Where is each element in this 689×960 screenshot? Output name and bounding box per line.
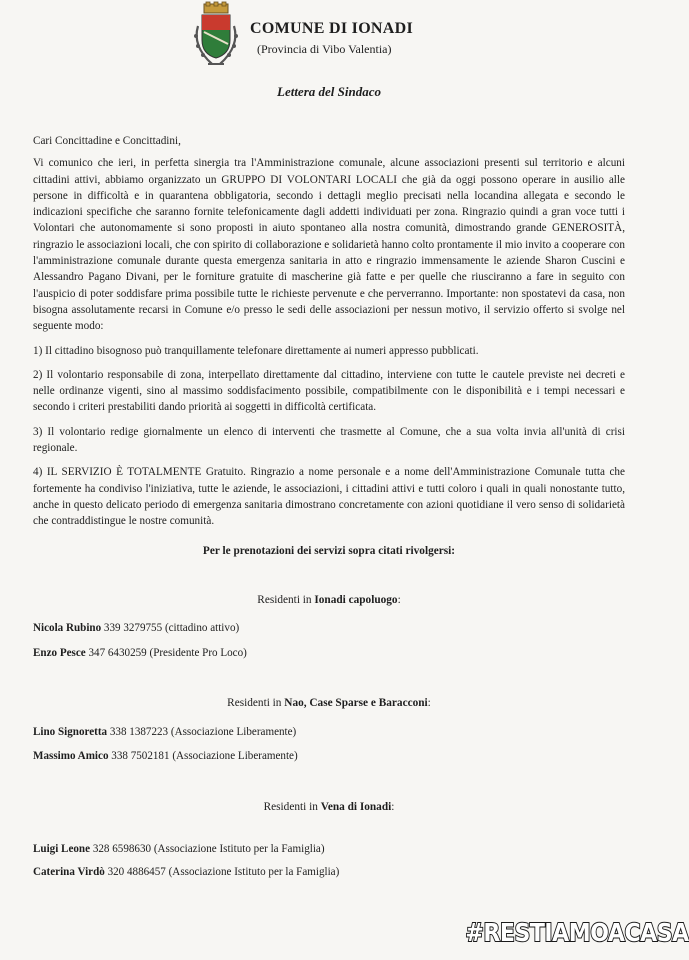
paragraph-step-1: 1) Il cittadino bisognoso può tranquillamente telefonare direttamente ai numeri appresso pubblicati. bbox=[33, 344, 479, 357]
contact-role: (Associazione Istituto per la Famiglia) bbox=[168, 866, 340, 878]
contact-row bbox=[33, 866, 339, 878]
contact-phone[interactable]: 339 3279755 bbox=[103, 622, 163, 634]
contact-row bbox=[33, 726, 296, 738]
paragraph-step-3: 3) Il volontario redige giornalmente un elenco di interventi che trasmette al Comune, che a sua volta invia all'unità di crisi regionale. bbox=[33, 425, 625, 455]
contact-role: (cittadino attivo) bbox=[164, 622, 240, 634]
group-prefix: Residenti in bbox=[257, 594, 315, 606]
contact-name: Lino Signoretta bbox=[33, 726, 108, 738]
paragraph-step-2: 2) Il volontario responsabile di zona, interpellato direttamente dal cittadino, interviene con tutte le cautele previste nei decreti e nelle ordinanze vigenti, sino al massimo soddisfacimento possibile, compatibilmente con le disponibilità e i tempi necessari e secondo i criteri prestabiliti dando priorità ai soggetti in difficoltà certificata. bbox=[33, 368, 625, 414]
letterhead bbox=[190, 2, 530, 72]
salutation: Cari Concittadine e Concittadini, bbox=[33, 135, 181, 147]
contact-name: Luigi Leone bbox=[33, 843, 91, 855]
paragraph-step-4: 4) IL SERVIZIO È TOTALMENTE Gratuito. Ringrazio a nome personale e a nome dell'Amministrazione Comunale tutta che fortemente ha condiviso l'iniziativa, tutte le aziende, le associazioni, i cittadini attivi e tutti coloro i quali in quali nonostante tutto, anche in questo delicato periodo di emergenza sanitaria dimostrano concretamente con azioni quotidiane il vero senso di solidarietà che contraddistingue le nostre comunità. bbox=[33, 466, 625, 528]
contact-row bbox=[33, 843, 325, 855]
contact-row bbox=[33, 750, 298, 762]
group-title-ionadi-capoluogo bbox=[0, 594, 658, 606]
group-suffix: : bbox=[427, 697, 431, 709]
group-prefix: Residenti in bbox=[263, 801, 321, 813]
group-suffix: : bbox=[397, 594, 401, 606]
group-place: Vena di Ionadi bbox=[320, 801, 392, 813]
contact-phone[interactable]: 338 7502181 bbox=[111, 750, 170, 762]
group-title-nao bbox=[0, 697, 658, 709]
contact-name: Caterina Virdò bbox=[33, 866, 105, 878]
group-prefix: Residenti in bbox=[227, 697, 285, 709]
comune-name: COMUNE DI IONADI bbox=[250, 20, 414, 37]
municipal-crest-icon bbox=[190, 2, 242, 70]
contact-name: Massimo Amico bbox=[33, 750, 109, 762]
group-place: Nao, Case Sparse e Baracconi bbox=[284, 697, 428, 709]
contact-phone[interactable]: 347 6430259 bbox=[88, 647, 147, 659]
provincia-name: (Provincia di Vibo Valentia) bbox=[257, 42, 392, 56]
group-place: Ionadi capoluogo bbox=[314, 594, 398, 606]
contact-role: (Presidente Pro Loco) bbox=[149, 647, 247, 659]
contact-name: Nicola Rubino bbox=[33, 622, 102, 634]
contact-phone[interactable]: 328 6598630 bbox=[92, 843, 152, 855]
contact-role: (Associazione Liberamente) bbox=[170, 726, 297, 738]
contact-phone[interactable]: 320 4886457 bbox=[107, 866, 166, 878]
booking-heading: Per le prenotazioni dei servizi sopra citati rivolgersi: bbox=[202, 545, 456, 557]
group-title-vena-di-ionadi bbox=[0, 801, 658, 813]
contact-phone[interactable]: 338 1387223 bbox=[109, 726, 169, 738]
group-suffix: : bbox=[391, 801, 395, 813]
hashtag-restiamoacasa: #RESTIAMOACASA bbox=[465, 918, 689, 947]
contact-name: Enzo Pesce bbox=[33, 647, 86, 659]
contact-row bbox=[33, 622, 239, 634]
paragraph-intro: Vi comunico che ieri, in perfetta sinergia tra l'Amministrazione comunale, alcune associazioni presenti sul territorio e alcuni cittadini attivi, abbiamo organizzato un GRUPPO DI VOLONTARI LOCALI che già da oggi possono operare in ausilio alle persone in difficoltà e in quarantena obbligatoria, secondo i dettagli meglio precisati nella locandina allegata e secondo le indicazioni specifiche che saranno fornite telefonicamente dagli addetti individuati per zona. Ringrazio quindi a gran voce tutti i Volontari che autonomamente si sono proposti in aiuto spontaneo alla nostra comunità, dimostrando grande GENEROSITÀ, ringrazio le associazioni locali, che con spirito di collaborazione e solidarietà hanno colto prontamente il mio invito a cooperare con l'amministrazione comunale durante questa emergenza sanitaria in atto e ringrazio immensamente le aziende Sharon Cuscini e Alessandro Pagano Divani, per le forniture gratuite di mascherine già fatte e per quelle che riusciranno a fare in seguito con l'auspicio di poter soddisfare prima possibile tutte le richieste pervenute e che perverranno. Importante: non spostatevi da casa, non bisogna assolutamente recarsi in Comune e/o presso le sedi delle associazioni per nessun motivo, il servizio offerto si svolge nel seguente modo: bbox=[33, 157, 625, 333]
letter-body bbox=[33, 133, 625, 538]
contact-role: (Associazione Liberamente) bbox=[172, 750, 298, 762]
contact-row bbox=[33, 647, 247, 659]
contact-role: (Associazione Istituto per la Famiglia) bbox=[153, 843, 325, 855]
letter-title: Lettera del Sindaco bbox=[277, 84, 381, 99]
